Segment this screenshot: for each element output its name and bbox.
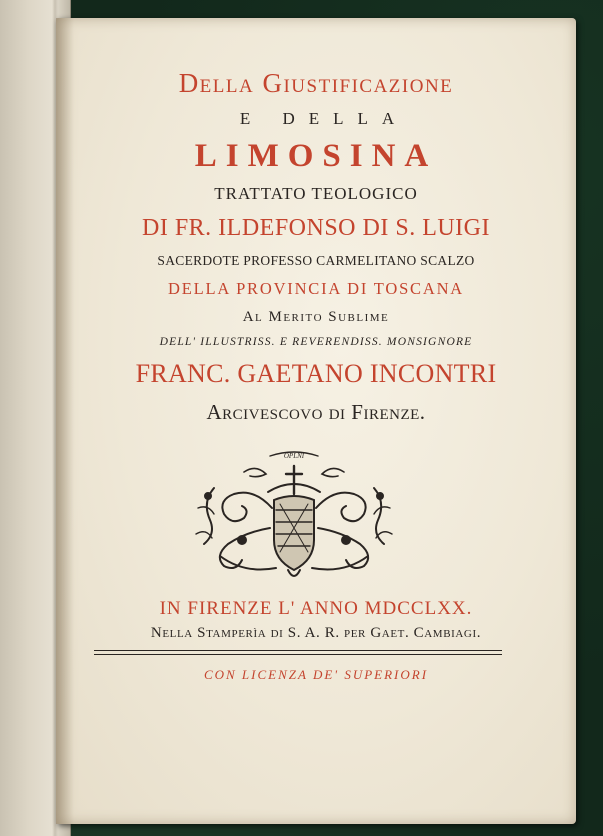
double-rule-thick	[94, 650, 502, 651]
author-line: DI FR. ILDEFONSO DI S. LUIGI	[142, 215, 490, 241]
dedicatee-name-line: FRANC. GAETANO INCONTRI	[135, 359, 497, 388]
double-rule-thin	[94, 654, 502, 655]
ornament-drawing	[196, 452, 392, 576]
title-page	[56, 18, 576, 824]
title-line-3: LIMOSINA	[194, 138, 438, 174]
imprint-license: CON LICENZA DE' SUPERIORI	[203, 667, 429, 682]
imprint-printer: Nella Stamperìa di S. A. R. per Gaet. Cambiagi.	[150, 625, 482, 641]
dedicatee-honorific-line: DELL' ILLUSTRISS. E REVERENDISS. MONSIGNORE	[159, 336, 473, 348]
dedication-line: Al Merito Sublime	[242, 309, 390, 325]
coat-of-arms-ornament	[184, 448, 404, 588]
ornament-motto: OPLNI	[283, 452, 305, 460]
imprint-place-year: IN FIRENZE L' ANNO MDCCLXX.	[159, 598, 473, 619]
title-line-2: E DELLA	[239, 109, 409, 128]
province-line: DELLA PROVINCIA DI TOSCANA	[168, 279, 464, 298]
dedicatee-title-line: Arcivescovo di Firenze.	[206, 400, 426, 424]
subtitle-line: TRATTATO TEOLOGICO	[214, 184, 418, 203]
author-role-line: SACERDOTE PROFESSO CARMELITANO SCALZO	[157, 253, 475, 268]
title-line-1: Della Giustificazione	[178, 68, 454, 98]
